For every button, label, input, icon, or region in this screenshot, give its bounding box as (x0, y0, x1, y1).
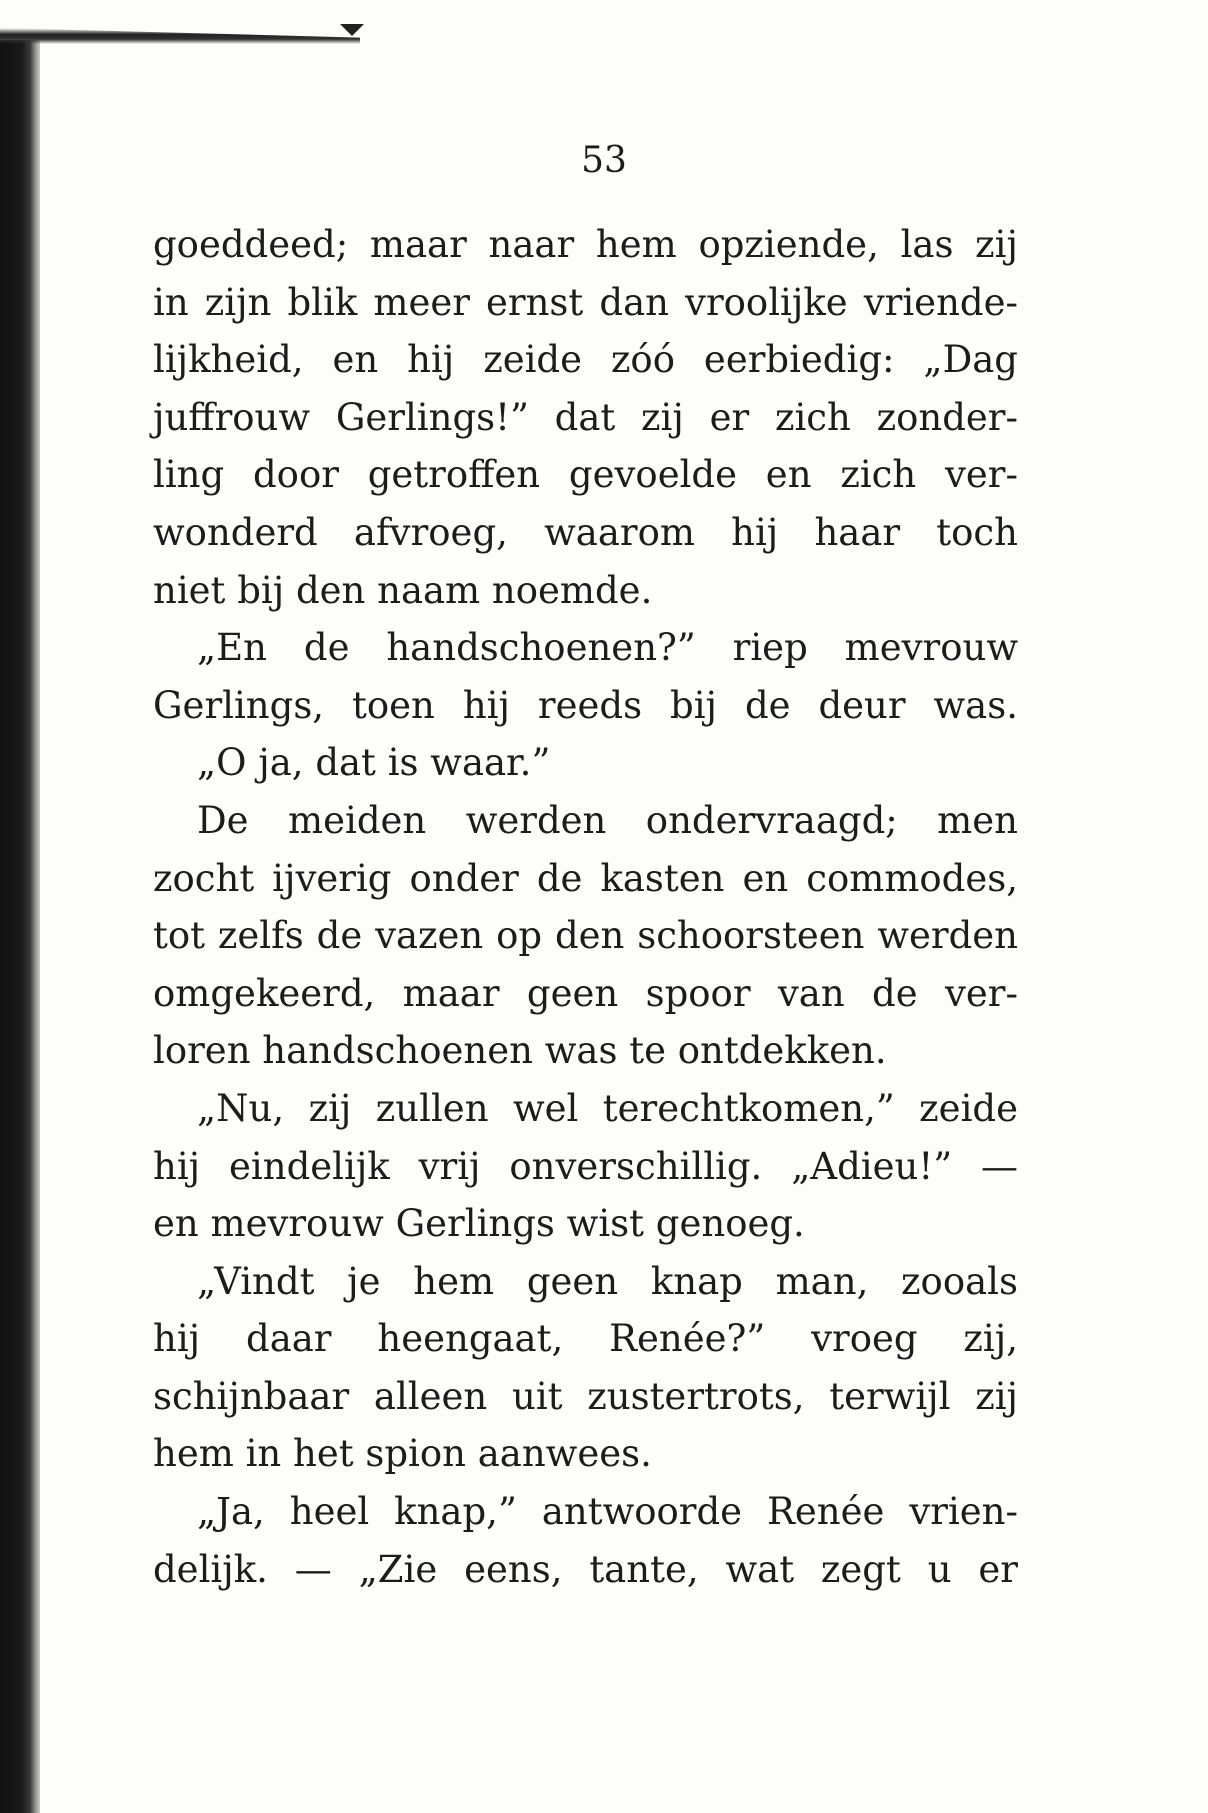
text-line: hem in het spion aanwees. (153, 1432, 652, 1476)
text-line: in zijn blik meer ernst dan vroolijke vriende- (153, 280, 1018, 324)
text-line: hij daar heengaat, Renée?” vroeg zij, (153, 1317, 1018, 1361)
text-line: tot zelfs de vazen op den schoorsteen werden (153, 914, 1018, 958)
page-number: 53 (581, 140, 627, 181)
text-line: „O ja, dat is waar.” (197, 741, 551, 785)
text-line: en mevrouw Gerlings wist genoeg. (153, 1202, 805, 1246)
text-line: „En de handschoenen?” riep mevrouw (197, 626, 1018, 670)
text-line: lijkheid, en hij zeide zóó eerbiedig: „Dag (153, 338, 1018, 382)
text-line: „Vindt je hem geen knap man, zooals (197, 1259, 1018, 1303)
text-line: zocht ijverig onder de kasten en commodes, (153, 856, 1018, 900)
text-line: hij eindelijk vrij onverschillig. „Adieu!” — (153, 1144, 1018, 1188)
book-spine-top-edge (0, 28, 360, 44)
text-line: omgekeerd, maar geen spoor van de ver- (153, 971, 1018, 1015)
text-line: „Ja, heel knap,” antwoorde Renée vrien- (197, 1490, 1018, 1534)
book-spine-shadow (0, 40, 40, 1813)
text-line: „Nu, zij zullen wel terechtkomen,” zeide (197, 1086, 1018, 1130)
text-line: wonderd afvroeg, waarom hij haar toch (153, 510, 1018, 554)
book-spine-notch (340, 24, 364, 36)
body-text (153, 216, 1018, 1598)
text-line: loren handschoenen was te ontdekken. (153, 1029, 887, 1073)
text-line: goeddeed; maar naar hem opziende, las zij (153, 223, 1018, 266)
text-line: schijnbaar alleen uit zustertrots, terwijl zij (153, 1374, 1018, 1418)
text-line: delijk. — „Zie eens, tante, wat zegt u er (153, 1547, 1018, 1591)
text-line: ling door getroffen gevoelde en zich ver- (153, 453, 1018, 497)
text-line: De meiden werden ondervraagd; men (197, 798, 1018, 842)
text-line: Gerlings, toen hij reeds bij de deur was. (153, 683, 1018, 727)
text-line: niet bij den naam noemde. (153, 568, 653, 612)
text-line: juffrouw Gerlings!” dat zij er zich zonder- (153, 395, 1018, 439)
